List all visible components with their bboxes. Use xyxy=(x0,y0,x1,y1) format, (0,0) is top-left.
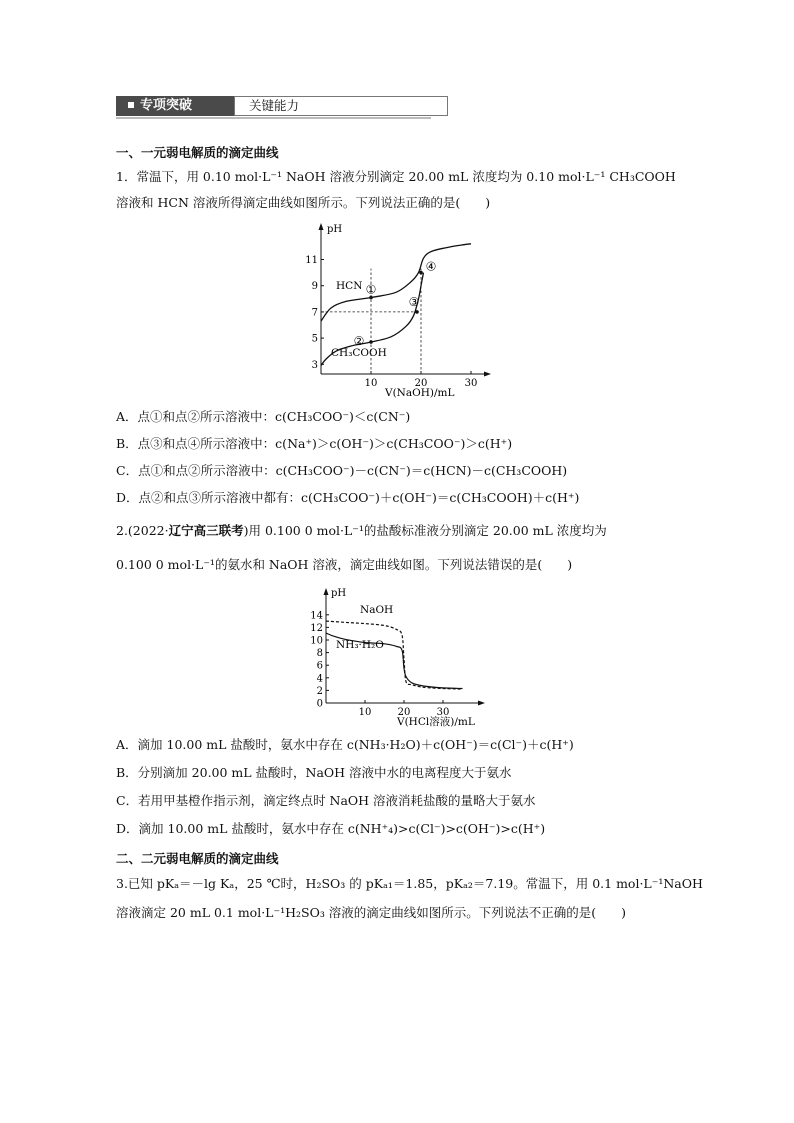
q1-point-marker xyxy=(419,271,423,275)
q2-y-tick-label: 6 xyxy=(316,660,323,672)
q1-y-tick-label: 9 xyxy=(311,281,318,293)
q2-y-tick-label: 2 xyxy=(316,685,323,697)
q1-x-tick-label: 10 xyxy=(364,378,378,389)
section-1-title: 一、一元弱电解质的滴定曲线 xyxy=(116,145,279,160)
q1-y-tick-label: 3 xyxy=(311,359,318,371)
q2-x-tick-label: 10 xyxy=(358,707,372,718)
q2-y-tick-label: 12 xyxy=(310,622,323,634)
q2-y-tick-label: 8 xyxy=(316,648,323,660)
q2-nh3-label: NH₃·H₂O xyxy=(336,639,384,651)
q1-point-label: ① xyxy=(365,282,377,297)
q1-ch3cooh-label: CH₃COOH xyxy=(331,347,387,359)
section-2-title: 二、二元弱电解质的滴定曲线 xyxy=(116,851,279,866)
q1-stem-line1: 1．常温下，用 0.10 mol·L⁻¹ NaOH 溶液分别滴定 20.00 mL 浓度均为 0.10 mol·L⁻¹ CH₃COOH xyxy=(116,169,676,184)
q1-y-tick-label: 7 xyxy=(311,307,318,319)
q2-x-axis-label: V(HCl溶液)/mL xyxy=(397,716,475,728)
q2-option-b: B．分别滴加 20.00 mL 盐酸时，NaOH 溶液中水的电离程度大于氨水 xyxy=(116,765,512,780)
q2-y-tick-label: 0 xyxy=(316,698,323,710)
q3-stem-line2: 溶液滴定 20 mL 0.1 mol·L⁻¹H₂SO₃ 溶液的滴定曲线如图所示。下列说法不正确的是( ) xyxy=(116,905,627,920)
q1-point-label: ② xyxy=(353,334,365,349)
q2-stem-line1 xyxy=(116,523,607,539)
q1-option-a: A．点①和点②所示溶液中：c(CH₃COO⁻)＜c(CN⁻) xyxy=(116,409,411,424)
q2-x-tick-label: 30 xyxy=(436,707,450,718)
q3-stem-line1: 3.已知 pKₐ＝－lg Kₐ，25 ℃时，H₂SO₃ 的 pKₐ₁＝1.85，pKₐ₂＝7.19。常温下，用 0.1 mol·L⁻¹NaOH xyxy=(116,876,703,891)
q1-point-label: ④ xyxy=(425,259,437,274)
q2-option-a: A．滴加 10.00 mL 盐酸时，氨水中存在 c(NH₃·H₂O)＋c(OH⁻)＝c(Cl⁻)＋c(H⁺) xyxy=(116,737,574,752)
q2-stem-rest: )用 0.100 0 mol·L⁻¹的盐酸标准液分别滴定 20.00 mL 浓度均为 xyxy=(243,523,607,538)
header-subtitle-box xyxy=(234,96,448,116)
q1-point-label: ③ xyxy=(408,294,420,309)
q1-x-tick-label: 30 xyxy=(464,378,478,389)
q2-y-axis-label: pH xyxy=(331,588,347,599)
q1-x-tick-label: 20 xyxy=(414,378,428,389)
q1-y-tick-label: 11 xyxy=(305,255,318,266)
q2-naoh-label: NaOH xyxy=(360,604,394,616)
q1-x-axis-label: V(NaOH)/mL xyxy=(385,387,455,399)
q1-point-marker xyxy=(369,340,373,344)
header-tag: 专项突破 xyxy=(116,96,234,116)
q2-y-tick-label: 14 xyxy=(310,610,323,622)
q1-hcn-label: HCN xyxy=(336,280,363,292)
q2-y-tick-label: 4 xyxy=(316,673,323,685)
q1-stem-line2: 溶液和 HCN 溶液所得滴定曲线如图所示。下列说法正确的是( ) xyxy=(116,195,491,210)
q2-stem-line2: 0.100 0 mol·L⁻¹的氨水和 NaOH 溶液，滴定曲线如图。下列说法错误的是( ) xyxy=(116,557,573,572)
q1-option-c: C．点①和点②所示溶液中：c(CH₃COO⁻)－c(CN⁻)＝c(HCN)－c(CH₃COOH) xyxy=(116,463,568,478)
q2-y-tick-label: 10 xyxy=(310,635,323,647)
q2-titration-chart xyxy=(300,583,500,731)
header-subtitle: 关键能力 xyxy=(249,98,300,113)
q2-source: 辽宁高三联考 xyxy=(168,523,244,538)
q1-option-b: B．点③和点④所示溶液中：c(Na⁺)＞c(OH⁻)＞c(CH₃COO⁻)＞c(H⁺) xyxy=(116,436,513,451)
q1-option-d: D．点②和点③所示溶液中都有：c(CH₃COO⁻)＋c(OH⁻)＝c(CH₃COOH)＋c(H⁺) xyxy=(116,490,580,505)
square-bullet-icon xyxy=(128,102,134,108)
q2-option-c: C．若用甲基橙作指示剂，滴定终点时 NaOH 溶液消耗盐酸的量略大于氨水 xyxy=(116,793,536,808)
q1-y-axis-label: pH xyxy=(327,224,343,235)
header-rule xyxy=(116,117,431,119)
q1-y-tick-label: 5 xyxy=(311,333,318,345)
q1-point-marker xyxy=(415,310,419,314)
q1-titration-chart xyxy=(300,218,500,402)
q2-option-d: D．滴加 10.00 mL 盐酸时，氨水中存在 c(NH⁺₄)>c(Cl⁻)>c(OH⁻)>c(H⁺) xyxy=(116,821,546,836)
q2-naoh-curve xyxy=(326,621,463,689)
q2-stem-prefix: 2.(2022· xyxy=(116,523,169,538)
q2-x-tick-label: 20 xyxy=(397,707,411,718)
